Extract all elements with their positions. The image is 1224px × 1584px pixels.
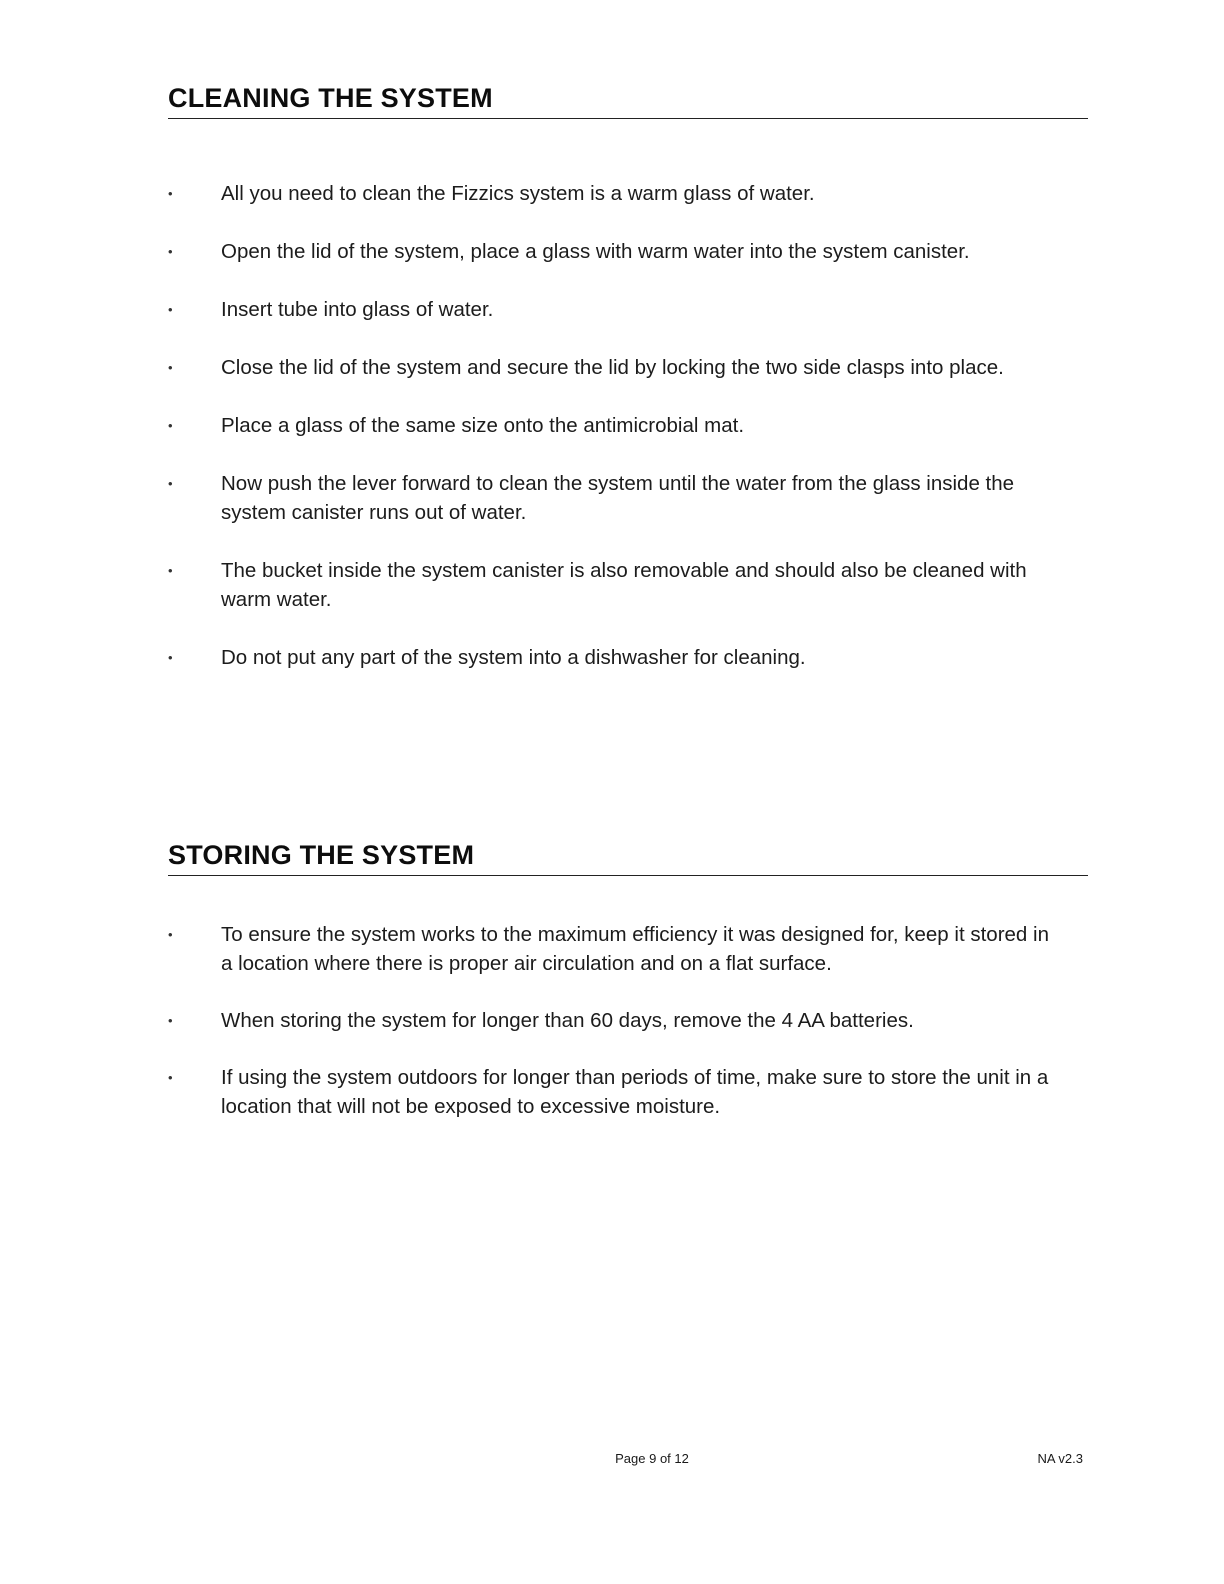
list-item (168, 556, 1051, 614)
list-item-text: Do not put any part of the system into a dishwasher for cleaning. (221, 646, 806, 669)
list-item (168, 920, 1051, 978)
list-item (168, 411, 1051, 440)
storing-section (168, 840, 1088, 1149)
bullet-icon: • (168, 360, 173, 375)
list-item-text: To ensure the system works to the maximum efficiency it was designed for, keep it stored in a location where there is proper air circulation and on a flat surface. (221, 923, 1049, 975)
list-item (168, 1063, 1051, 1121)
bullet-icon: • (168, 563, 173, 578)
cleaning-section (168, 83, 1088, 701)
bullet-icon: • (168, 476, 173, 491)
bullet-icon: • (168, 1070, 173, 1085)
list-item-text: When storing the system for longer than 60 days, remove the 4 AA batteries. (221, 1009, 914, 1032)
list-item-text: Close the lid of the system and secure the lid by locking the two side clasps into place. (221, 356, 1004, 379)
list-item (168, 237, 1051, 266)
list-item (168, 1006, 1051, 1035)
storing-list (168, 920, 1088, 1121)
bullet-icon: • (168, 244, 173, 259)
list-item (168, 179, 1051, 208)
storing-section-title: STORING THE SYSTEM (168, 840, 1088, 876)
bullet-icon: • (168, 302, 173, 317)
cleaning-list (168, 179, 1088, 672)
bullet-icon: • (168, 1013, 173, 1028)
list-item (168, 643, 1051, 672)
list-item-text: Place a glass of the same size onto the antimicrobial mat. (221, 414, 745, 437)
version-label: NA v2.3 (1037, 1451, 1083, 1466)
list-item-text: Insert tube into glass of water. (221, 298, 494, 321)
bullet-icon: • (168, 927, 173, 942)
bullet-icon: • (168, 186, 173, 201)
list-item-text: The bucket inside the system canister is also removable and should also be cleaned with warm water. (221, 559, 1027, 611)
list-item-text: Open the lid of the system, place a glass with warm water into the system canister. (221, 240, 970, 263)
bullet-icon: • (168, 650, 173, 665)
list-item (168, 295, 1051, 324)
page-number: Page 9 of 12 (615, 1451, 689, 1466)
list-item (168, 469, 1051, 527)
list-item (168, 353, 1051, 382)
list-item-text: Now push the lever forward to clean the system until the water from the glass inside the system canister runs out of water. (221, 472, 1015, 524)
list-item-text: If using the system outdoors for longer than periods of time, make sure to store the unit in a location that will not be exposed to excessive moisture. (221, 1066, 1049, 1118)
bullet-icon: • (168, 418, 173, 433)
list-item-text: All you need to clean the Fizzics system is a warm glass of water. (221, 182, 815, 205)
cleaning-section-title: CLEANING THE SYSTEM (168, 83, 1088, 119)
